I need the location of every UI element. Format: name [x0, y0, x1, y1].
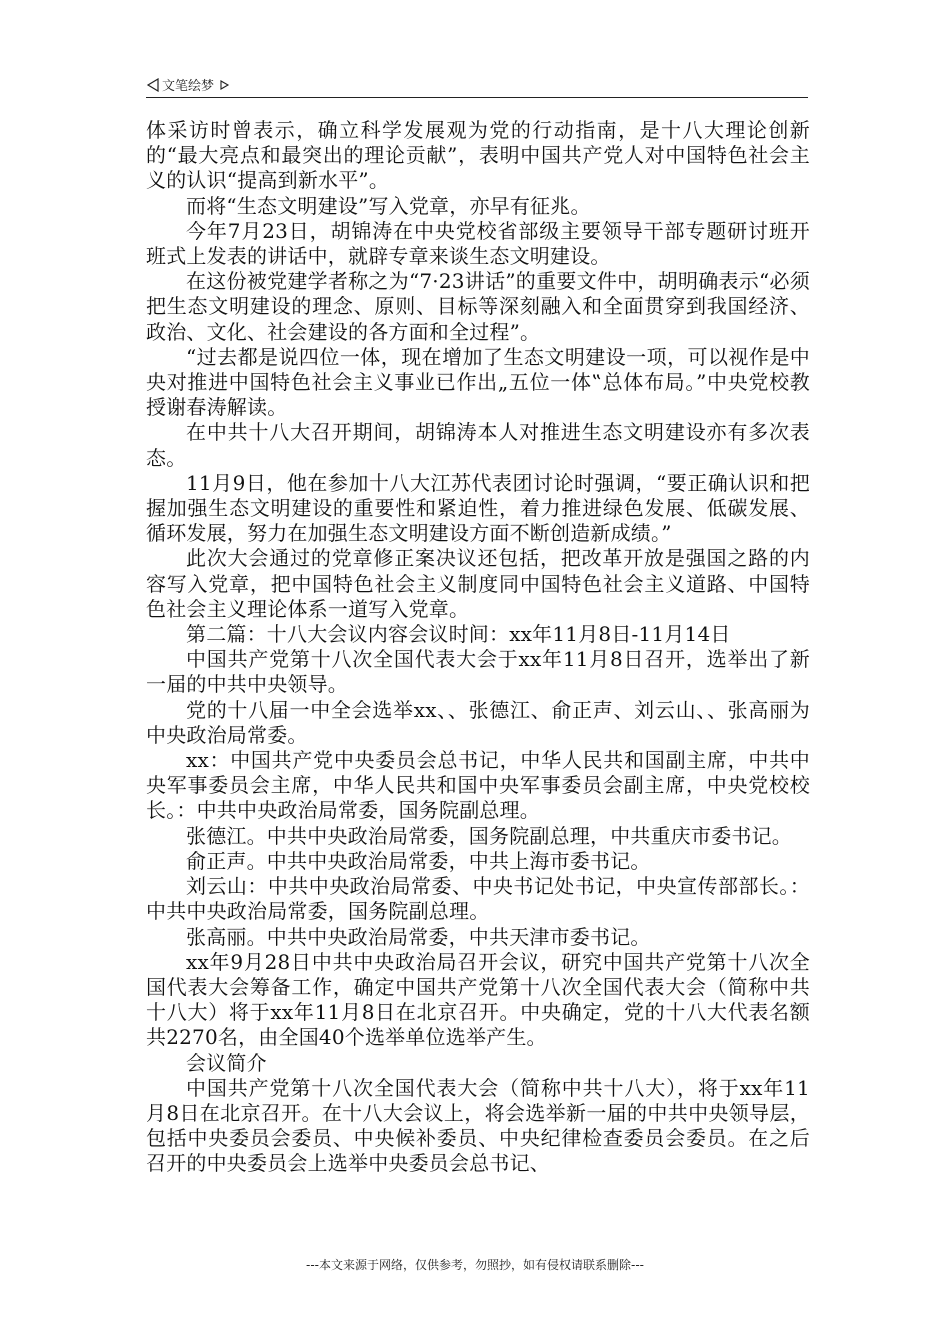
paragraph: 体采访时曾表示，确立科学发展观为党的行动指南，是十八大理论创新的“最大亮点和最突出的理论贡献”，表明中国共产党人对中国特色社会主义的认识“提高到新水平”。: [146, 118, 810, 193]
paragraph: 张德江。中共中央政治局常委，国务院副总理，中共重庆市委书记。: [186, 823, 792, 848]
paragraph: xx年9月28日中共中央政治局召开会议，研究中国共产党第十八次全国代表大会筹备工作，确定中国共产党第十八次全国代表大会（简称中共十八大）将于xx年11月8日在北京召开。中央确定，党的十八大代表名额共2270名，由全国40个选举单位选举产生。: [146, 949, 810, 1050]
paragraph: 在这份被党建学者称之为“7·23讲话”的重要文件中，胡明确表示“必须把生态文明建设的理念、原则、目标等深刻融入和全面贯穿到我国经济、政治、文化、社会建设的各方面和全过程”。: [146, 269, 810, 344]
paragraph: 俞正声。中共中央政治局常委，中共上海市委书记。: [186, 848, 651, 873]
paragraph: xx：中国共产党中央委员会总书记，中华人民共和国副主席，中共中央军事委员会主席，中华人民共和国中央军事委员会副主席，中央党校校长。：中共中央政治局常委，国务院副总理。: [146, 748, 810, 823]
triangle-right-icon: [218, 78, 232, 92]
paragraph: 而将“生态文明建设”写入党章，亦早有征兆。: [186, 193, 591, 218]
subheading: 会议简介: [186, 1050, 267, 1075]
section-heading: 第二篇：十八大会议内容会议时间：xx年11月8日-11月14日: [186, 622, 731, 647]
paragraph: 11月9日，他在参加十八大江苏代表团讨论时强调，“要正确认识和把握加强生态文明建设的重要性和紧迫性，着力推进绿色发展、低碳发展、循环发展，努力在加强生态文明建设方面不断创造新成绩。”: [146, 470, 810, 546]
header-brand: 文笔绘梦: [162, 79, 215, 94]
paragraph: 刘云山：中共中央政治局常委、中央书记处书记，中央宣传部部长。：中共中央政治局常委，国务院副总理。: [146, 874, 810, 924]
paragraph: “过去都是说四位一体，现在增加了生态文明建设一项，可以视作是中央对推进中国特色社会主义事业已作出„五位一体‟总体布局。”中央党校教授谢春涛解读。: [146, 344, 810, 420]
paragraph: 中国共产党第十八次全国代表大会于xx年11月8日召开，选举出了新一届的中共中央领导。: [146, 647, 810, 697]
paragraph: 党的十八届一中全会选举xx、、张德江、俞正声、刘云山、、张高丽为中央政治局常委。: [146, 697, 810, 747]
paragraph: 此次大会通过的党章修正案决议还包括，把改革开放是强国之路的内容写入党章，把中国特色社会主义制度同中国特色社会主义道路、中国特色社会主义理论体系一道写入党章。: [146, 546, 810, 621]
page-footer: ---本文来源于网络，仅供参考，勿照抄，如有侵权请联系删除---: [306, 1258, 644, 1272]
paragraph: 在中共十八大召开期间，胡锦涛本人对推进生态文明建设亦有多次表态。: [146, 420, 810, 470]
page-header: [146, 72, 808, 98]
paragraph: 中国共产党第十八次全国代表大会（简称中共十八大），将于xx年11月8日在北京召开。在十八大会议上，将会选举新一届的中共中央领导层，包括中央委员会委员、中央候补委员、中央纪律检查委员会委员。在之后召开的中央委员会上选举中央委员会总书记、: [146, 1075, 810, 1176]
document-body: [146, 118, 810, 1177]
triangle-left-icon: [146, 78, 160, 92]
paragraph: 张高丽。中共中央政治局常委，中共天津市委书记。: [186, 924, 651, 949]
paragraph: 今年7月23日，胡锦涛在中央党校省部级主要领导干部专题研讨班开班式上发表的讲话中，就辟专章来谈生态文明建设。: [146, 218, 810, 269]
